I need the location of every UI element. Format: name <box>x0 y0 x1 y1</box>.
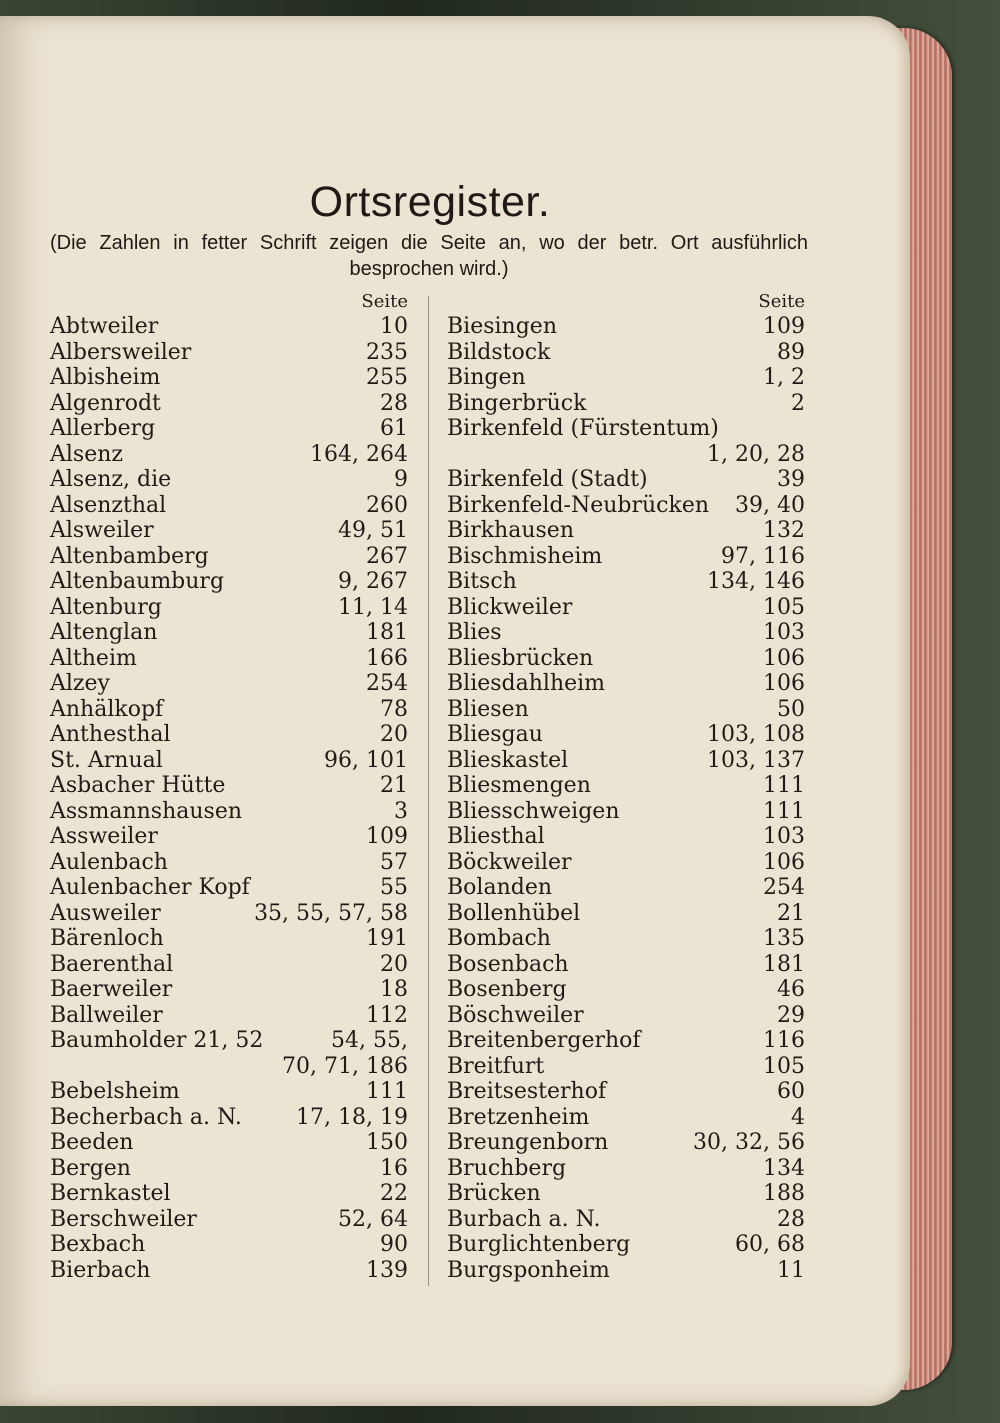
place-name: Bebelsheim <box>50 1079 180 1104</box>
index-entry <box>50 365 408 391</box>
index-entry <box>447 1105 805 1131</box>
index-entry <box>447 340 805 366</box>
index-entry <box>50 824 408 850</box>
place-name: Bombach <box>447 926 551 951</box>
index-entry <box>447 697 805 723</box>
index-entry <box>447 671 805 697</box>
index-entry <box>50 1232 408 1258</box>
index-entry <box>447 646 805 672</box>
place-name: Bergen <box>50 1155 131 1181</box>
index-entry <box>447 1156 805 1182</box>
page-numbers: 188 <box>763 1181 805 1206</box>
index-entry <box>50 620 408 646</box>
index-entry <box>447 722 805 748</box>
page-numbers: 78 <box>380 696 408 722</box>
page-numbers: 135 <box>763 926 805 951</box>
index-entry <box>447 850 805 876</box>
page-numbers: 20 <box>380 722 408 747</box>
index-entry <box>50 748 408 774</box>
page-numbers: 109 <box>366 824 408 849</box>
index-entry <box>50 1079 408 1105</box>
index-entry <box>50 1181 408 1207</box>
place-name: Burgsponheim <box>447 1257 610 1283</box>
page-numbers: 132 <box>763 518 805 543</box>
place-name: Bernkastel <box>50 1181 171 1206</box>
page-numbers: 254 <box>366 671 408 696</box>
place-name: St. Arnual <box>50 747 163 773</box>
page-numbers: 16 <box>380 1155 408 1181</box>
page-numbers: 1, 20, 28 <box>707 441 805 467</box>
index-entry <box>50 901 408 927</box>
page-numbers: 21 <box>777 900 805 926</box>
page-numbers: 54, 55, <box>331 1028 408 1053</box>
place-name: Beeden <box>50 1130 134 1155</box>
page-numbers: 111 <box>763 773 805 798</box>
index-entry <box>50 1156 408 1182</box>
column-divider <box>428 296 429 1286</box>
place-name: Bliesen <box>447 696 529 722</box>
index-entry <box>50 926 408 952</box>
index-entry <box>50 977 408 1003</box>
index-entry <box>447 977 805 1003</box>
place-name: Burbach a. N. <box>447 1206 601 1232</box>
page-numbers: 4 <box>791 1104 805 1130</box>
place-name: Bischmisheim <box>447 543 603 569</box>
place-name: Albersweiler <box>50 339 192 365</box>
index-entry <box>50 467 408 493</box>
place-name: Bruchberg <box>447 1155 567 1181</box>
index-entry <box>447 314 805 340</box>
page-numbers: 105 <box>763 594 805 620</box>
page-numbers: 166 <box>366 645 408 671</box>
place-name: Bingen <box>447 365 526 390</box>
page-numbers: 235 <box>366 339 408 365</box>
place-name: Allerberg <box>50 416 156 441</box>
place-name: Bärenloch <box>50 926 164 951</box>
page-numbers: 60 <box>777 1079 805 1104</box>
page-numbers: 52, 64 <box>338 1206 408 1232</box>
page-numbers: 111 <box>366 1079 408 1104</box>
index-entry <box>50 1258 408 1284</box>
index-entry <box>447 1232 805 1258</box>
index-entry <box>50 1003 408 1029</box>
index-entry <box>447 1079 805 1105</box>
place-name: Assmannshausen <box>50 798 243 824</box>
index-entry <box>447 493 805 519</box>
page-numbers: 254 <box>763 875 805 900</box>
page-numbers: 111 <box>763 798 805 824</box>
page-title: Ortsregister. <box>309 178 551 226</box>
place-name: Albisheim <box>50 365 161 390</box>
page-numbers: 103 <box>763 620 805 645</box>
page-numbers: 90 <box>380 1232 408 1257</box>
index-entry <box>50 850 408 876</box>
page-numbers: 1, 2 <box>763 365 805 390</box>
index-entry <box>447 799 805 825</box>
page-numbers: 3 <box>394 798 408 824</box>
page-numbers: 22 <box>380 1181 408 1206</box>
place-name: Breungenborn <box>447 1130 609 1155</box>
place-name: Burglichtenberg <box>447 1232 631 1257</box>
page-numbers: 10 <box>380 314 408 339</box>
place-name: Ballweiler <box>50 1002 163 1028</box>
index-column-left <box>50 290 408 1283</box>
place-name: Anhälkopf <box>50 696 164 722</box>
index-entry <box>50 569 408 595</box>
page-numbers: 191 <box>366 926 408 951</box>
index-entry <box>447 365 805 391</box>
index-entry <box>50 544 408 570</box>
page-numbers: 11, 14 <box>338 594 408 620</box>
page-numbers: 109 <box>763 314 805 339</box>
place-name: Berschweiler <box>50 1206 197 1232</box>
place-name: Bollenhübel <box>447 900 581 926</box>
place-name: Algenrodt <box>50 390 161 416</box>
place-name: Bliesgau <box>447 722 543 747</box>
index-entry <box>447 1181 805 1207</box>
page-numbers: 134 <box>763 1155 805 1181</box>
place-name: Anthesthal <box>50 722 171 747</box>
index-entry <box>50 875 408 901</box>
index-list-left <box>50 314 408 1283</box>
index-entry <box>447 467 805 493</box>
place-name: Alsenzthal <box>50 492 167 518</box>
place-name: Aulenbacher Kopf <box>50 875 250 900</box>
place-name: Baerenthal <box>50 951 174 977</box>
index-entry <box>447 773 805 799</box>
page-numbers: 2 <box>791 390 805 416</box>
page-numbers: 134, 146 <box>707 569 805 594</box>
page-numbers: 106 <box>763 645 805 671</box>
page-numbers: 164, 264 <box>310 441 408 467</box>
page-numbers: 57 <box>380 849 408 875</box>
index-entry <box>447 544 805 570</box>
page-numbers: 105 <box>763 1053 805 1079</box>
place-name: Blickweiler <box>447 594 573 620</box>
place-name: Bitsch <box>447 569 517 594</box>
index-entry <box>447 1207 805 1233</box>
place-name: Bildstock <box>447 339 551 365</box>
index-entry <box>50 340 408 366</box>
index-entry <box>50 493 408 519</box>
page-numbers: 70, 71, 186 <box>282 1053 408 1079</box>
page-numbers: 61 <box>380 416 408 441</box>
index-entry <box>447 952 805 978</box>
index-entry <box>447 1130 805 1156</box>
page-numbers: 49, 51 <box>338 518 408 543</box>
index-entry <box>50 1028 408 1054</box>
index-entry <box>447 1054 805 1080</box>
place-name: Böckweiler <box>447 849 572 875</box>
seite-header-left: Seite <box>361 291 408 312</box>
index-entry <box>447 620 805 646</box>
page-numbers: 260 <box>366 492 408 518</box>
place-name: Breitfurt <box>447 1053 545 1079</box>
page-numbers: 106 <box>763 849 805 875</box>
index-entry <box>50 646 408 672</box>
place-name: Blieskastel <box>447 747 569 773</box>
place-name: Altenglan <box>50 620 158 645</box>
index-entry <box>50 1130 408 1156</box>
page-numbers: 30, 32, 56 <box>693 1130 805 1155</box>
index-entry <box>447 442 805 468</box>
index-entry <box>50 314 408 340</box>
place-name: Breitsesterhof <box>447 1079 607 1104</box>
index-entry <box>50 1054 408 1080</box>
place-name: Alsenz <box>50 441 123 467</box>
index-entry <box>447 875 805 901</box>
page-numbers: 39 <box>777 467 805 492</box>
place-name: Aulenbach <box>50 849 168 875</box>
page-numbers: 35, 55, 57, 58 <box>254 900 408 926</box>
index-entry <box>50 1207 408 1233</box>
page-numbers: 103 <box>763 824 805 849</box>
index-entry <box>447 1028 805 1054</box>
index-entry <box>50 952 408 978</box>
place-name: Baerweiler <box>50 977 173 1002</box>
place-name: Altenburg <box>50 594 162 620</box>
index-entry <box>50 799 408 825</box>
index-entry <box>50 671 408 697</box>
page-numbers: 112 <box>366 1002 408 1028</box>
index-entry <box>50 442 408 468</box>
page-numbers: 55 <box>380 875 408 900</box>
place-name: Altenbaumburg <box>50 569 225 594</box>
page-numbers: 181 <box>366 620 408 645</box>
index-entry <box>50 595 408 621</box>
page-numbers: 97, 116 <box>721 543 805 569</box>
index-entry <box>447 391 805 417</box>
place-name: Alsenz, die <box>50 467 172 492</box>
page-numbers: 9, 267 <box>338 569 408 594</box>
index-entry <box>447 518 805 544</box>
place-name: Bierbach <box>50 1257 151 1283</box>
page-numbers: 17, 18, 19 <box>296 1104 408 1130</box>
index-entry <box>447 824 805 850</box>
index-entry <box>447 1258 805 1284</box>
page-numbers: 29 <box>777 1002 805 1028</box>
place-name: Blies <box>447 620 502 645</box>
place-name: Birkenfeld-Neubrücken <box>447 492 710 518</box>
page-numbers: 89 <box>777 339 805 365</box>
index-entry <box>447 1003 805 1029</box>
page-numbers: 28 <box>777 1206 805 1232</box>
place-name: Bliesdahlheim <box>447 671 606 696</box>
page-numbers: 150 <box>366 1130 408 1155</box>
index-entry <box>50 416 408 442</box>
index-entry <box>50 391 408 417</box>
place-name: Bosenberg <box>447 977 567 1002</box>
place-name: Böschweiler <box>447 1002 584 1028</box>
index-entry <box>50 697 408 723</box>
page-numbers: 267 <box>366 543 408 569</box>
page-numbers: 50 <box>777 696 805 722</box>
page-numbers: 9 <box>394 467 408 492</box>
place-name: Bolanden <box>447 875 553 900</box>
place-name: Abtweiler <box>50 314 159 339</box>
page-numbers: 28 <box>380 390 408 416</box>
index-entry <box>447 901 805 927</box>
place-name: Bosenbach <box>447 951 569 977</box>
page-numbers: 60, 68 <box>735 1232 805 1257</box>
place-name: Alzey <box>50 671 110 696</box>
place-name: Bliesschweigen <box>447 798 620 824</box>
place-name: Bliesbrücken <box>447 645 594 671</box>
index-entry <box>447 926 805 952</box>
index-entry <box>447 416 805 442</box>
page-numbers: 18 <box>380 977 408 1002</box>
place-name: Breitenbergerhof <box>447 1028 641 1053</box>
place-name: Altheim <box>50 645 137 671</box>
index-entry <box>50 1105 408 1131</box>
page-numbers: 20 <box>380 951 408 977</box>
page-numbers: 46 <box>777 977 805 1002</box>
place-name: Biesingen <box>447 314 557 339</box>
place-name: Ausweiler <box>50 900 161 926</box>
place-name: Birkenfeld (Fürstentum) <box>447 416 719 441</box>
place-name: Baumholder 21, 52 <box>50 1028 264 1053</box>
page-numbers: 96, 101 <box>324 747 408 773</box>
page-numbers: 103, 108 <box>707 722 805 747</box>
page-numbers: 39, 40 <box>735 492 805 518</box>
place-name: Assweiler <box>50 824 158 849</box>
page-numbers: 139 <box>366 1257 408 1283</box>
page-numbers: 21 <box>380 773 408 798</box>
index-entry <box>50 518 408 544</box>
page-numbers: 181 <box>763 951 805 977</box>
page-numbers: 103, 137 <box>707 747 805 773</box>
place-name: Bexbach <box>50 1232 146 1257</box>
place-name: Alsweiler <box>50 518 154 543</box>
place-name: Bingerbrück <box>447 390 587 416</box>
index-list-right <box>447 314 805 1283</box>
place-name: Bretzenheim <box>447 1104 590 1130</box>
page-numbers: 11 <box>777 1257 805 1283</box>
index-entry <box>447 595 805 621</box>
index-entry <box>50 722 408 748</box>
place-name: Birkenfeld (Stadt) <box>447 467 648 492</box>
page-numbers: 255 <box>366 365 408 390</box>
index-entry <box>50 773 408 799</box>
place-name: Bliesthal <box>447 824 545 849</box>
place-name: Birkhausen <box>447 518 574 543</box>
page-subtitle: (Die Zahlen in fetter Schrift zeigen die Seite an, wo der betr. Ort ausführlich besprochen wird.) <box>50 232 808 280</box>
index-entry <box>447 569 805 595</box>
index-entry <box>447 748 805 774</box>
place-name: Bliesmengen <box>447 773 591 798</box>
page-numbers: 106 <box>763 671 805 696</box>
place-name: Altenbamberg <box>50 543 209 569</box>
seite-header-right: Seite <box>758 291 805 312</box>
place-name: Asbacher Hütte <box>50 773 226 798</box>
page-numbers: 116 <box>763 1028 805 1053</box>
place-name: Brücken <box>447 1181 541 1206</box>
place-name: Becherbach a. N. <box>50 1104 242 1130</box>
index-column-right <box>447 290 805 1283</box>
